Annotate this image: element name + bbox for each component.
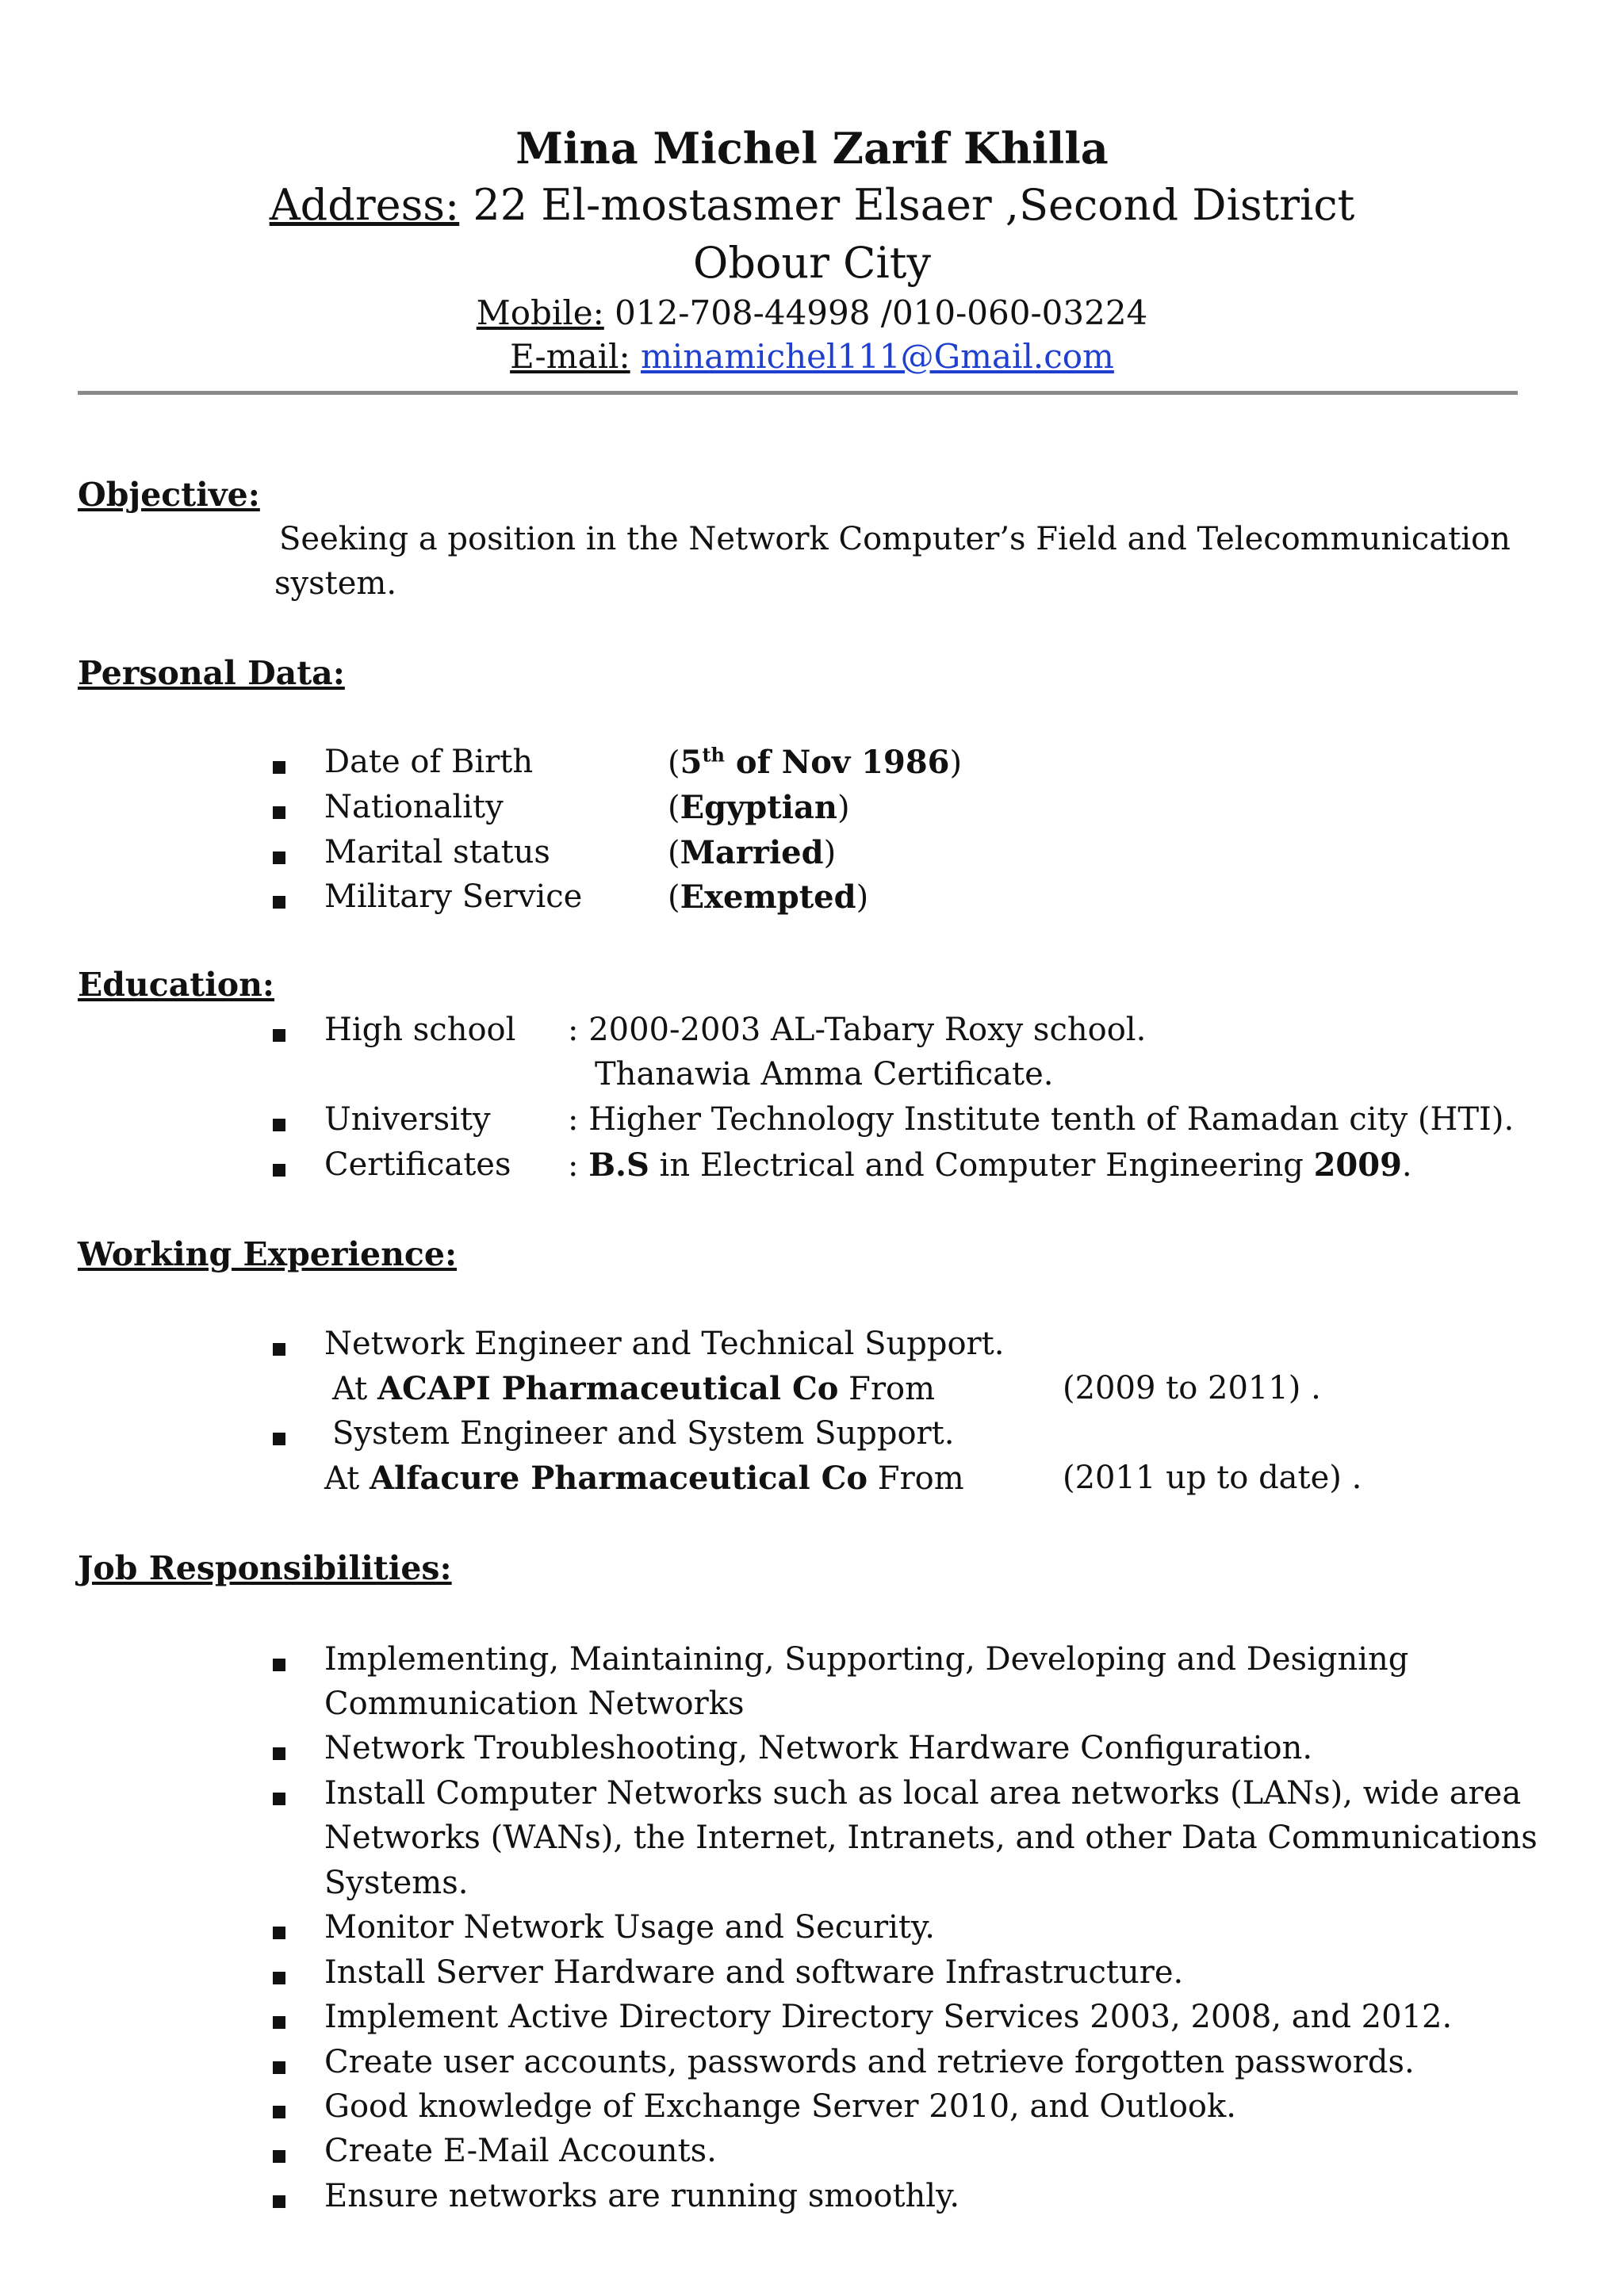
job-at: At (324, 1460, 370, 1497)
cert-end: . (1401, 1147, 1412, 1184)
certificates-value (568, 1146, 1412, 1184)
education-heading: Education: (78, 966, 275, 1004)
dob-suffix: th (702, 744, 725, 767)
responsibility-line: Create user accounts, passwords and retrieve forgotten passwords. (324, 2044, 1415, 2080)
mobile-label: Mobile: (476, 293, 604, 332)
job-at: At (332, 1371, 377, 1407)
bullet-icon (273, 761, 285, 774)
job-period: (2011 up to date) . (1063, 1460, 1362, 1496)
header-divider (78, 391, 1518, 395)
address-city: Obour City (693, 238, 931, 288)
mobile-value: 012-708-44998 /010-060-03224 (603, 293, 1148, 332)
responsibility-line: Networks (WANs), the Internet, Intranets, and other Data Communications (324, 1820, 1538, 1856)
nationality-text: Egyptian (680, 789, 837, 826)
responsibility-line: Monitor Network Usage and Security. (324, 1909, 935, 1946)
mobile-line (0, 293, 1624, 332)
job-period: (2009 to 2011) . (1063, 1370, 1321, 1406)
bullet-icon (273, 1164, 285, 1177)
job-title: System Engineer and System Support. (332, 1415, 955, 1452)
dob-label: Date of Birth (324, 744, 534, 780)
objective-heading: Objective: (78, 476, 260, 514)
bullet-icon (273, 1659, 285, 1671)
bullet-icon (273, 1972, 285, 1984)
address-label: Address: (269, 180, 460, 230)
military-service-text: Exempted (680, 878, 856, 916)
responsibility-line: Install Computer Networks such as local area networks (LANs), wide area (324, 1775, 1522, 1812)
email-line (0, 337, 1624, 376)
university-label: University (324, 1101, 491, 1138)
responsibility-line: Communication Networks (324, 1686, 745, 1722)
high-school-label: High school (324, 1012, 516, 1048)
bullet-icon (273, 1343, 285, 1356)
job-title: Network Engineer and Technical Support. (324, 1326, 1005, 1362)
bullet-icon (273, 2016, 285, 2029)
cert-degree: B.S (588, 1146, 649, 1184)
job-from: From (868, 1460, 964, 1497)
high-school-value: : 2000-2003 AL-Tabary Roxy school. (568, 1012, 1147, 1048)
objective-text-line2: system. (274, 565, 397, 602)
responsibility-line: Good knowledge of Exchange Server 2010, and Outlook. (324, 2088, 1236, 2125)
nationality-label: Nationality (324, 789, 504, 825)
bullet-icon (273, 851, 285, 864)
job-responsibilities-heading: Job Responsibilities: (78, 1549, 452, 1587)
candidate-name: Mina Michel Zarif Khilla (515, 123, 1109, 174)
bullet-icon (273, 2150, 285, 2163)
marital-status-text: Married (680, 834, 824, 871)
responsibility-line: Ensure networks are running smoothly. (324, 2178, 960, 2214)
responsibility-line: Implement Active Directory Directory Services 2003, 2008, and 2012. (324, 1999, 1453, 2035)
personal-data-heading: Personal Data: (78, 654, 345, 692)
bullet-icon (273, 2106, 285, 2118)
job-company: ACAPI Pharmaceutical Co (377, 1370, 839, 1407)
cert-year: 2009 (1313, 1146, 1402, 1184)
certificates-label: Certificates (324, 1146, 511, 1183)
bullet-icon (273, 806, 285, 819)
address-line (0, 180, 1624, 230)
bullet-icon (273, 1793, 285, 1805)
dob-rest: of Nov 1986 (725, 744, 950, 782)
responsibility-line: Systems. (324, 1865, 469, 1901)
job-from: From (838, 1371, 936, 1407)
address-value: 22 El-mostasmer Elsaer ,Second District (459, 180, 1355, 230)
dob-value: (5th of Nov 1986) (668, 744, 963, 782)
job-company-line (332, 1370, 935, 1407)
email-label: E-mail: (510, 337, 630, 376)
bullet-icon (273, 1433, 285, 1445)
bullet-icon (273, 1747, 285, 1760)
responsibility-line: Create E-Mail Accounts. (324, 2133, 717, 2169)
job-company: Alfacure Pharmaceutical Co (369, 1460, 868, 1497)
cert-prefix: : (568, 1147, 589, 1184)
email-link[interactable]: minamichel111@Gmail.com (640, 337, 1114, 376)
bullet-icon (273, 2195, 285, 2208)
bullet-icon (273, 1927, 285, 1939)
bullet-icon (273, 1119, 285, 1131)
dob-day: 5 (680, 744, 703, 782)
military-service-label: Military Service (324, 878, 583, 915)
working-experience-heading: Working Experience: (78, 1235, 458, 1273)
university-value: : Higher Technology Institute tenth of Ramadan city (HTI). (568, 1101, 1515, 1138)
responsibility-line: Implementing, Maintaining, Supporting, Developing and Designing (324, 1641, 1409, 1678)
responsibility-line: Network Troubleshooting, Network Hardware Configuration. (324, 1730, 1313, 1766)
bullet-icon (273, 2061, 285, 2074)
cert-field: in Electrical and Computer Engineering (649, 1147, 1314, 1184)
marital-status-value: (Married) (668, 834, 837, 871)
objective-text-line1: Seeking a position in the Network Computer’s Field and Telecommunication (279, 521, 1511, 557)
high-school-certificate: Thanawia Amma Certificate. (595, 1056, 1054, 1093)
military-service-value: (Exempted) (668, 878, 869, 916)
responsibility-line: Install Server Hardware and software Infrastructure. (324, 1954, 1184, 1991)
bullet-icon (273, 896, 285, 909)
bullet-icon (273, 1029, 285, 1042)
marital-status-label: Marital status (324, 834, 550, 871)
nationality-value: (Egyptian) (668, 789, 850, 826)
job-company-line (324, 1460, 964, 1497)
